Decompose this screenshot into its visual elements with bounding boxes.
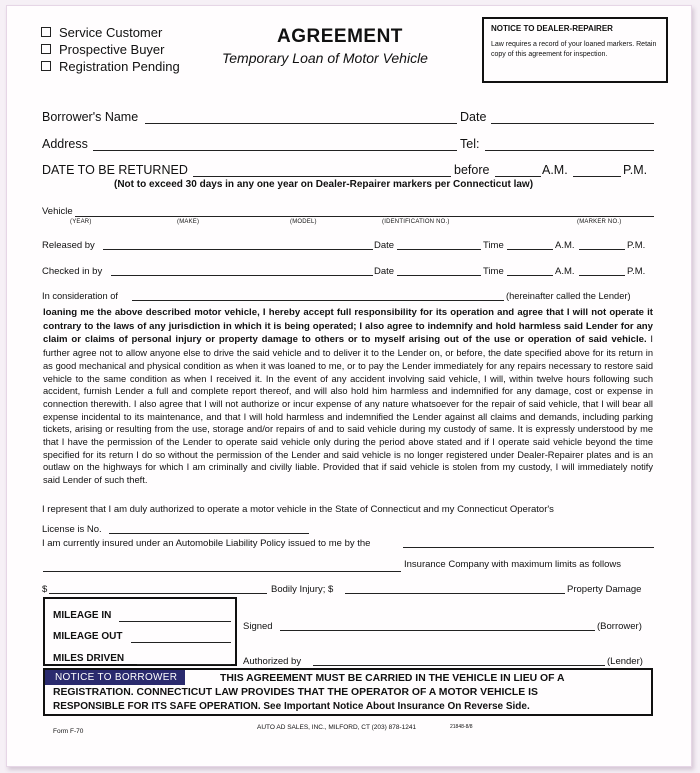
mileage-out-label: MILEAGE OUT <box>53 631 123 642</box>
borrowers-name-field[interactable] <box>145 123 457 124</box>
borrower-label: (Borrower) <box>597 621 642 632</box>
insurance-company-field[interactable] <box>43 571 401 572</box>
insurance-company-text: Insurance Company with maximum limits as follows <box>404 559 621 570</box>
miles-driven-field[interactable] <box>137 664 231 665</box>
form-title: AGREEMENT <box>277 26 403 47</box>
pm-label: P.M. <box>623 163 648 177</box>
property-damage-label: Property Damage <box>567 584 642 595</box>
borrower-signature-field[interactable] <box>280 630 595 631</box>
before-label: before <box>454 163 490 177</box>
released-by-label: Released by <box>42 240 95 251</box>
vehicle-field[interactable] <box>75 216 654 217</box>
return-date-field[interactable] <box>193 176 451 177</box>
form-subtitle: Temporary Loan of Motor Vehicle <box>222 50 428 66</box>
checkbox-label: Prospective Buyer <box>59 42 165 57</box>
form-number: Form F-70 <box>53 728 84 735</box>
date-label: Date <box>460 110 487 124</box>
released-by-field[interactable] <box>103 249 373 250</box>
miles-driven-label: MILES DRIVEN <box>53 653 125 664</box>
checkbox-square[interactable] <box>41 44 51 54</box>
mileage-in-field[interactable] <box>119 621 231 622</box>
lender-note: (hereinafter called the Lender) <box>506 291 631 301</box>
insured-text: I am currently insured under an Automobile Liability Policy issued to me by the <box>42 538 371 549</box>
terms-bold: loaning me the above described motor vehicle, I hereby accept full responsibility for its operation and agree that I will not operate it contrary to the laws of any jurisdiction in which it is being operated; I also agree to indemnify and hold harmless said Lender for any claim or claims of personal injury or property damage to others or to myself arising out of the use or operation of said vehicle. <box>43 307 653 346</box>
released-time-field[interactable] <box>507 249 553 250</box>
checkbox-label: Service Customer <box>59 25 163 40</box>
authorized-by-label: Authorized by <box>243 656 302 667</box>
checked-in-by-label: Checked in by <box>42 266 103 277</box>
notice-dealer-text: Law requires a record of your loaned markers. Retain copy of this agreement for inspection. <box>491 41 657 58</box>
publisher: AUTO AD SALES, INC., MILFORD, CT (203) 878-1241 <box>257 724 417 731</box>
date-to-be-returned-label: DATE TO BE RETURNED <box>42 163 188 177</box>
address-label: Address <box>42 137 88 151</box>
return-time-field[interactable] <box>495 176 541 177</box>
tel-field[interactable] <box>485 150 654 151</box>
return-pm-field[interactable] <box>573 176 621 177</box>
notice-dealer-heading: NOTICE TO DEALER-REPAIRER <box>491 24 613 33</box>
consideration-intro: In consideration of <box>42 291 118 301</box>
checkbox-registration-pending[interactable] <box>41 59 180 74</box>
checked-date-label: Date <box>374 266 395 277</box>
released-date-label: Date <box>374 240 395 251</box>
vehicle-marker-caption: (MARKER NO.) <box>577 219 622 225</box>
checkbox-service-customer[interactable] <box>41 25 162 40</box>
released-date-field[interactable] <box>397 249 481 250</box>
license-label: License is No. <box>42 524 102 535</box>
date-field[interactable] <box>491 123 654 124</box>
am-label: A.M. <box>542 163 568 177</box>
mileage-box <box>43 597 237 666</box>
vehicle-year-caption: (YEAR) <box>70 219 92 225</box>
represent-text: I represent that I am duly authorized to operate a motor vehicle in the State of Connecticut and my Connecticut Operator's <box>42 504 554 515</box>
checked-in-by-field[interactable] <box>111 275 373 276</box>
checked-time-field[interactable] <box>507 275 553 276</box>
checked-am-label: A.M. <box>555 266 575 277</box>
mileage-out-field[interactable] <box>131 642 231 643</box>
checkbox-label: Registration Pending <box>59 59 180 74</box>
checked-pm-field[interactable] <box>579 275 625 276</box>
lender-signature-field[interactable] <box>313 665 605 666</box>
agreement-terms <box>43 306 653 487</box>
notice-borrower-box <box>43 668 653 716</box>
vehicle-model-caption: (MODEL) <box>290 219 317 225</box>
lender-label: (Lender) <box>607 656 643 667</box>
not-exceed-note: (Not to exceed 30 days in any one year on Dealer-Repairer markers per Connecticut law) <box>114 179 534 190</box>
notice-borrower-line2: REGISTRATION. CONNECTICUT LAW PROVIDES THAT THE OPERATOR OF A MOTOR VEHICLE IS <box>53 687 538 698</box>
checked-time-label: Time <box>483 266 504 277</box>
address-field[interactable] <box>93 150 457 151</box>
terms-text: I further agree not to allow anyone else to drive the said vehicle and to deliver it to the Lender on, or before, the date specified above for its return in as good mechanical and physical condition as when it was loaned to me, or to pay the Lender immediately for any repairs necessary to restore said vehicle to the same condition as when I received it. In the event of any accident involving said vehicle, I will, within twelve hours following such accident, furnish Lender a full and complete report thereof, and will also hold him harmless and indemnified for any damage, cost or expense in connection therewith. I also agree that I will not authorize or incur expense of any nature whatsoever for the repair of said vehicle, that I will bear all expense incidental to its maintenance, and that I will hold harmless and indemnified the Lender against all claims and demands, including parking tickets, arising or resulting from the use, storage and/or repairs of and to said vehicle during my custody of same. It is expressly understood by me that I have the permission of the Lender to operate said vehicle only during the period above stated and if I operate said vehicle beyond the time specified for its return I do so without the permission of the Lender and said vehicle is no longer registered under Dealer-Repairer plates and is an outlaw on the highways for which I am criminally and civilly liable. Provided that if said vehicle is stolen from my custody, I will immediately notify said Lender of such theft. <box>43 334 654 486</box>
tel-label: Tel: <box>460 137 480 151</box>
dollar-sign: $ <box>42 584 48 595</box>
notice-dealer-box <box>482 17 668 83</box>
checked-pm-label: P.M. <box>627 266 646 277</box>
released-time-label: Time <box>483 240 504 251</box>
vehicle-id-caption: (IDENTIFICATION NO.) <box>382 219 450 225</box>
bodily-injury-label: Bodily Injury; $ <box>271 584 334 595</box>
checkbox-square[interactable] <box>41 27 51 37</box>
property-damage-field[interactable] <box>345 593 565 594</box>
license-field[interactable] <box>109 533 309 534</box>
signed-label: Signed <box>243 621 273 632</box>
released-pm-field[interactable] <box>579 249 625 250</box>
lender-name-field[interactable] <box>132 300 504 301</box>
checked-date-field[interactable] <box>397 275 481 276</box>
bodily-injury-field[interactable] <box>49 593 267 594</box>
vehicle-label: Vehicle <box>42 206 73 217</box>
released-pm-label: P.M. <box>627 240 646 251</box>
released-am-label: A.M. <box>555 240 575 251</box>
checkbox-prospective-buyer[interactable] <box>41 42 165 57</box>
form-code: 21848-8/8 <box>450 724 473 730</box>
notice-borrower-line3: RESPONSIBLE FOR ITS SAFE OPERATION. See Important Notice About Insurance On Reverse Side. <box>53 701 530 712</box>
notice-borrower-tag: NOTICE TO BORROWER <box>45 670 185 685</box>
mileage-in-label: MILEAGE IN <box>53 610 112 621</box>
checkbox-square[interactable] <box>41 61 51 71</box>
vehicle-make-caption: (MAKE) <box>177 219 200 225</box>
borrowers-name-label: Borrower's Name <box>42 110 139 124</box>
insurer-field[interactable] <box>403 547 654 548</box>
agreement-form <box>6 5 692 767</box>
notice-borrower-line1: THIS AGREEMENT MUST BE CARRIED IN THE VEHICLE IN LIEU OF A <box>220 673 565 684</box>
